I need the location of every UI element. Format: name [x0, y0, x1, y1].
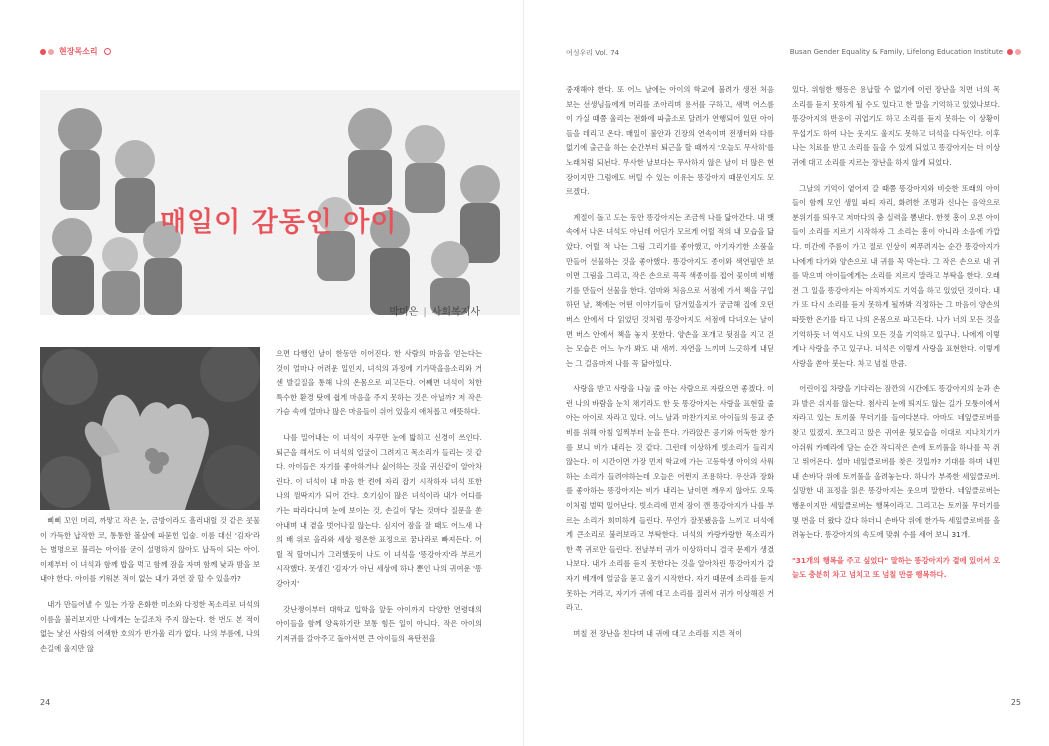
closing-quote: "31개의 행복을 주고 싶었다" 말하는 똥강아지가 곁에 있어서 오늘도 충분히 차고 넘치고 또 넘칠 만큼 행복하다. [792, 555, 1000, 580]
article-title: 매일이 감동인 아이 [160, 207, 398, 238]
page-number-right: 25 [1010, 698, 1021, 707]
right-column-2 [792, 83, 1000, 594]
institute-name: Busan Gender Equality & Family, Lifelong Education Institute [789, 48, 1003, 56]
right-column-1 [566, 83, 774, 652]
paragraph: 갓난쟁이부터 대학교 입학을 앞둔 아이까지 다양한 연령대의 아이들을 함께 양육하기란 보통 힘든 일이 아니다. 작은 아이의 기저귀를 갈아주고 돌아서면 큰 아이들의 욕탄전을 [276, 604, 482, 643]
paragraph: 중재해야 한다. 또 어느 날에는 아이의 학교에 불려가 생전 처음 보는 선생님들에게 머리를 조아리며 용서를 구하고, 새벽 어스름이 가실 때쯤 울리는 전화에 파출소로 달려가 연행되어 있던 아이들을 데리고 온다. 매일이 불안과 긴장의 연속이며 전쟁터와 다름없기에 출근을 하는 순간부터 퇴근을 할 때까지 '오늘도 무사히'를 노래처럼 되뇐다. 무사한 날보다는 무사하지 않은 날이 더 많은 현장이지만 그럼에도 버틸 수 있는 이유는 똥강아지 때문인지도 모르겠다. [566, 85, 774, 197]
author-name: 박미은 [389, 307, 419, 318]
paragraph: 있다. 위험한 행동은 용납할 수 없기에 이런 장난을 치면 너의 목소리를 듣지 못하게 될 수도 있다고 한 말을 기억하고 있었나보다. 똥강아지의 반응이 귀엽기도 하고 소리를 듣지 못하는 이 상황이 무섭기도 하여 나는 웃지도 울지도 못하고 녀석을 다독인다. 이후 나는 치료를 받고 소리를 들을 수 있게 되었고 똥강아지는 더 이상 귀에 대고 소리를 지르는 장난을 하지 않게 되었다. [792, 85, 1000, 167]
circle-arrow-icon [104, 48, 111, 55]
paragraph: 어린이집 차량을 기다리는 잠깐의 시간에도 똥강아지의 눈과 손과 발은 쉬지를 않는다. 첨사리 눈에 띄지도 않는 길가 모퉁이에서 자라고 있는 토끼풀 무더기를 들여다본다. 아마도 네잎클로버를 찾고 있겠지. 쪼그리고 앉은 귀여운 뒷모습을 이대로 지나치기가 아쉬워 카메라에 담는 순간 작디작은 손에 토끼풀을 하나를 꼭 쥐고 뛰어온다. 설마 네잎클로버를 찾은 것일까? 기대를 하며 내민 내 손바닥 위에 토끼풀을 올려놓는다. 하나가 부족한 세잎클로버. 실망한 내 표정을 읽은 똥강아지는 웃으며 말한다. 네잎클로버는 행운이지만 세잎클로버는 행복이라고. 그리고는 토끼풀 무더기를 몇 번을 더 왔다 갔다 하더니 손바닥 위에 한가득 세잎클로버를 올려놓는다. 똥강아지의 속도에 맞춰 수를 세어 보니 31개. [792, 384, 1000, 540]
left-page [0, 0, 524, 746]
hand-clover-photo [40, 347, 260, 510]
section-tag [40, 46, 111, 57]
paragraph: 그날의 기억이 옅어져 갈 때쯤 똥강아지와 비슷한 또래의 아이들이 함께 모인 생일 파티 자리, 화려한 조명과 신나는 음악으로 분위기를 띄우고 저마다의 춤 실력을 뽐낸다. 한껏 흥이 오른 아이들이 소리를 지르기 시작하자 그 소리는 흥이 아니라 소음에 가깝다. 미간에 주름이 가고 절로 인상이 찌푸려지는 순간 똥강아지가 나에게 다가와 양손으로 내 귀를 꼭 막는다. 그 작은 손으로 내 귀를 막으며 아이들에게는 소리를 지르지 말라고 부탁을 한다. 오래전 그 일을 똥강아지는 아직까지도 기억을 하고 있었던 것이다. 내가 또 다시 소리를 듣지 못하게 될까봐 걱정하는 그 마음이 양손의 따뜻한 온기를 타고 나의 온몸으로 파고든다. 나가 너의 모든 것을 기억하듯 너 역시도 나의 모든 것을 기억하고 있구나. 나에게 이렇게나 사랑을 주고 있구나. 녀석은 이렇게 사랑을 표현한다. 이렇게 사랑을 쏟아 붓는다. 차고 넘칠 만큼. [792, 183, 1000, 368]
header-dots-icon [1007, 49, 1021, 55]
left-column-1 [40, 514, 260, 667]
paragraph: 며칠 전 장난을 친다며 내 귀에 대고 소리를 지른 적이 [573, 628, 743, 638]
section-label: 현장목소리 [59, 47, 98, 56]
paragraph: 계절이 돌고 도는 동안 똥강아지는 조금씩 나를 닮아간다. 내 뱃속에서 나온 녀석도 아닌데 어딘가 모르게 어릴 적의 내 모습을 닮았다. 어릴 적 나는 그림 그리기를 좋아했고, 아기자기한 소품을 만들어 선물하는 것을 좋아했다. 똥강아지도 종이와 색연필만 보이면 그림을 그리고, 작은 손으로 꼭꼭 색종이를 접어 꽃이며 비행기를 만들어 선물을 한다. 엄마와 처음으로 서점에 가서 책을 구입하던 날, 책에는 어떤 이야기들이 담겨있을지가 궁금해 집에 오던 버스 안에서 다 읽었던 것처럼 똥강아지도 서점에 다녀오는 날이면 버스 안에서 책을 놓지 못한다. 양손을 포개고 뒷짐을 지고 걷는 모습은 어느 누가 봐도 내 새끼. 자연을 느끼며 느긋하게 내딛는 그 걸음마저 나를 꼭 닮아있다. [566, 212, 774, 368]
institute-header [790, 48, 1021, 56]
magazine-issue: 여성우리 Vol. 74 [566, 49, 620, 57]
author-role: 사회복지사 [431, 307, 480, 318]
section-dots-icon [40, 49, 54, 55]
paragraph: 나를 밀어내는 이 녀석이 자꾸만 눈에 밟히고 신경이 쓰인다. 퇴근을 해서도 이 녀석의 얼굴이 그려지고 목소리가 들리는 것 같다. 아이들은 자기를 좋아하거나 싫어하는 것을 귀신같이 알아차린다. 이 녀석이 내 마음 한 켠에 자리 잡기 시작하자 녀석 또한 나의 껌딱지가 되어 간다. 호기심이 많은 녀석이라 내가 어디를 가는 따라다니며 눈에 보이는 것, 손길이 닿는 것마다 질문을 쏟아내며 내 곁을 벗어나질 않는다. 심지어 잠을 잘 때도 어느새 나의 배 위로 올라와 세상 평온한 표정으로 꿈나라로 빠져든다. 어릴 적 할머니가 그러했듯이 나도 이 녀석을 '똥강아지'라 부르기 시작했다. 못생긴 '김자'가 아닌 세상에 하나 뿐인 나의 귀여운 '똥강아지' [276, 432, 482, 588]
paragraph: 내가 만들어낼 수 있는 가장 온화한 미소와 다정한 목소리로 녀석의 이름을 불러보지만 나에게는 눈길조차 주지 않는다. 한 번도 본 적이 없는 낯선 사람의 어색한 호의가 반가울 리가 없다. 나의 부름에, 나의 손길에 울지만 않 [40, 599, 260, 653]
paragraph: 으면 다행인 날이 한동안 이어진다. 한 사람의 마음을 얻는다는 것이 얼마나 어려운 일인지, 녀석의 과정에 기가막을음소리와 거센 발길질을 통해 나의 온몸으로 피고든다. 어째면 녀석이 처한 특수한 환경 탓에 쉽게 마음을 주지 못하는 것은 아닐까? 저 작은 가슴 속에 얼마나 많은 마음들이 쉬어 있을지 애처롭고 애뜻하다. [276, 349, 482, 417]
paragraph: 삐삐 꼬인 머리, 까맣고 작은 눈, 금방이라도 흘러내릴 것 같은 콧물이 가득한 납작한 코, 통통한 볼살에 파묻힌 입술. 이름 대신 '김자'라는 별명으로 불리는 아이를 굳이 설명하지 않아도 납득이 되는 아이. 이제부터 이 녀석과 함께 밥을 먹고 함께 잠을 자며 함께 낮과 밤을 보내야 한다. 아이를 키워본 적이 없는 내가 과연 잘 할 수 있을까? [40, 516, 260, 584]
paragraph: 사랑을 받고 사랑을 나눌 줄 아는 사람으로 자랐으면 좋겠다. 이런 나의 바람을 눈치 채기라도 한 듯 똥강아지는 사랑을 표현할 줄 아는 아이로 자라고 있다. 여느 날과 마찬가지로 아이들의 등교 준비를 위해 아침 일찍부터 눈을 뜬다. 가라앉은 공기와 어둑한 창가를 보니 비가 내리는 것 같다. 그런데 이상하게 빗소리가 들리지 않는다. 이 시간이면 가장 먼저 학교에 가는 고등학생 아이의 사워하는 소리가 들려야하는데 오늘은 어쩐지 조용하다. 우산과 장화를 좋아하는 똥강아지는 비가 내리는 날이면 깨우지 않아도 오뚝이처럼 벌떡 일어난다. 빗소리에 먼저 잠이 깬 똥강아지가 나를 부르는 소리가 희미하게 들린다. 무언가 잘못됐음을 느끼고 녀석에게 큰소리로 불러보라고 부탁한다. 녀석의 카랑카랑한 목소리가 한 쪽 귀로만 들린다. 전날부터 귀가 이상하더니 결국 문제가 생겼나보다. 내가 소리를 듣지 못한다는 것을 알아차린 똥강아지가 갑자기 베개에 얼굴을 묻고 울기 시작한다. 자기 때문에 소리를 듣지 못하는 거라고, 자기가 귀에 대고 소리를 질러서 귀가 이상해진 거라고. [566, 384, 774, 613]
left-column-2 [276, 347, 482, 657]
author-byline: 박미은 | 사회복지사 [389, 307, 480, 318]
page-number-left: 24 [40, 698, 51, 707]
right-page [524, 0, 1049, 746]
